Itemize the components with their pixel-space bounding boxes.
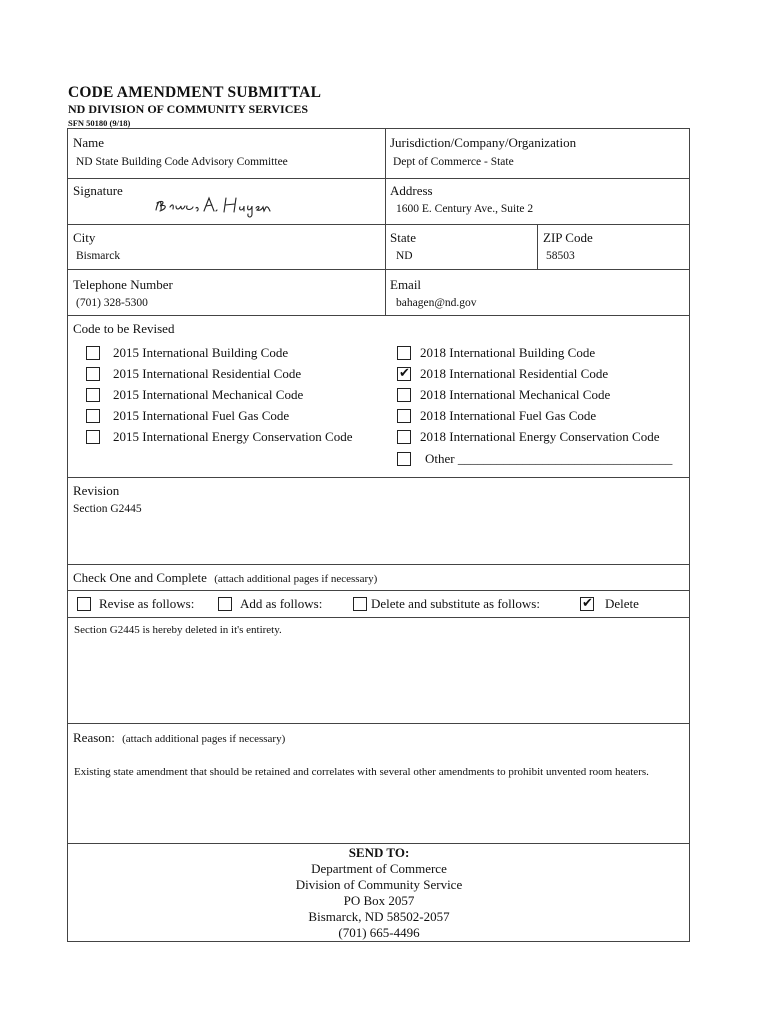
checkbox-2018-irc[interactable] — [397, 367, 411, 381]
state-field[interactable]: ND — [396, 250, 413, 262]
option-2018-ifgc: 2018 International Fuel Gas Code — [420, 408, 597, 423]
option-delete-substitute: Delete and substitute as follows: — [371, 596, 540, 611]
column-divider — [385, 129, 386, 315]
check-one-title: Check One and Complete — [73, 570, 207, 585]
divider — [68, 723, 689, 724]
city-label: City — [73, 230, 96, 245]
email-label: Email — [390, 277, 422, 292]
checkbox-2015-ibc[interactable] — [86, 346, 100, 360]
send-to-line: PO Box 2057 — [343, 893, 415, 908]
address-field[interactable]: 1600 E. Century Ave., Suite 2 — [396, 203, 534, 215]
option-other: Other _________________________________ — [425, 451, 673, 466]
divider — [68, 590, 689, 591]
option-add: Add as follows: — [240, 596, 323, 611]
checkbox-2015-iecc[interactable] — [86, 430, 100, 444]
form-number: SFN 50180 (9/18) — [68, 118, 131, 128]
email-field[interactable]: bahagen@nd.gov — [396, 297, 477, 309]
form-subtitle: ND DIVISION OF COMMUNITY SERVICES — [68, 102, 309, 116]
reason-text-field[interactable]: Existing state amendment that should be retained and correlates with several other amendments to prohibit unvented room heaters. — [74, 766, 649, 778]
divider — [68, 178, 689, 179]
option-2015-irc: 2015 International Residential Code — [113, 366, 302, 381]
option-2015-imc: 2015 International Mechanical Code — [113, 387, 304, 402]
city-field[interactable]: Bismarck — [76, 250, 121, 262]
signature-image — [152, 192, 272, 218]
option-revise: Revise as follows: — [99, 596, 195, 611]
option-2015-iecc: 2015 International Energy Conservation Code — [113, 429, 353, 444]
checkbox-revise[interactable] — [77, 597, 91, 611]
option-2018-irc: 2018 International Residential Code — [420, 366, 609, 381]
divider — [68, 617, 689, 618]
checkbox-delete-substitute[interactable] — [353, 597, 367, 611]
revision-label: Revision — [73, 483, 120, 498]
form-title: CODE AMENDMENT SUBMITTAL — [68, 84, 322, 101]
phone-label: Telephone Number — [73, 277, 173, 292]
column-divider — [537, 224, 538, 269]
address-label: Address — [390, 183, 433, 198]
jurisdiction-label: Jurisdiction/Company/Organization — [390, 135, 577, 150]
option-2018-ibc: 2018 International Building Code — [420, 345, 596, 360]
divider — [68, 843, 689, 844]
option-delete: Delete — [605, 596, 639, 611]
zip-field[interactable]: 58503 — [546, 250, 575, 262]
name-field[interactable]: ND State Building Code Advisory Committee — [76, 156, 288, 168]
form-body — [67, 128, 690, 942]
checkbox-2015-imc[interactable] — [86, 388, 100, 402]
send-to-line: Bismarck, ND 58502-2057 — [308, 909, 450, 924]
code-section-label: Code to be Revised — [73, 321, 175, 336]
send-to-line: Division of Community Service — [295, 877, 463, 892]
option-2015-ifgc: 2015 International Fuel Gas Code — [113, 408, 290, 423]
phone-field[interactable]: (701) 328-5300 — [76, 297, 148, 309]
checkbox-2018-iecc[interactable] — [397, 430, 411, 444]
revision-field[interactable]: Section G2445 — [73, 503, 142, 515]
reason-note: (attach additional pages if necessary) — [122, 733, 286, 745]
option-2015-ibc: 2015 International Building Code — [113, 345, 289, 360]
divider — [68, 224, 689, 225]
checkbox-2018-ifgc[interactable] — [397, 409, 411, 423]
checkbox-2018-imc[interactable] — [397, 388, 411, 402]
send-to-line: (701) 665-4496 — [338, 925, 420, 940]
name-label: Name — [73, 135, 105, 150]
reason-label: Reason: — [73, 730, 115, 745]
checkbox-2015-irc[interactable] — [86, 367, 100, 381]
checkbox-2018-ibc[interactable] — [397, 346, 411, 360]
checkbox-add[interactable] — [218, 597, 232, 611]
jurisdiction-field[interactable]: Dept of Commerce - State — [393, 156, 514, 168]
option-2018-imc: 2018 International Mechanical Code — [420, 387, 611, 402]
send-to-heading: SEND TO: — [348, 845, 410, 860]
check-one-label — [73, 570, 377, 586]
checkbox-delete[interactable] — [580, 597, 594, 611]
divider — [68, 315, 689, 316]
divider — [68, 564, 689, 565]
signature-label: Signature — [73, 183, 123, 198]
zip-label: ZIP Code — [543, 230, 593, 245]
check-one-note: (attach additional pages if necessary) — [214, 573, 378, 585]
state-label: State — [390, 230, 416, 245]
revision-text-field[interactable]: Section G2445 is hereby deleted in it's entirety. — [74, 624, 282, 636]
reason-label-row — [73, 730, 285, 746]
divider — [68, 477, 689, 478]
checkmark-icon: ✔ — [582, 596, 593, 611]
checkbox-other[interactable] — [397, 452, 411, 466]
divider — [68, 269, 689, 270]
option-2018-iecc: 2018 International Energy Conservation Code — [420, 429, 660, 444]
send-to-line: Department of Commerce — [311, 861, 447, 876]
checkmark-icon: ✔ — [399, 366, 410, 381]
checkbox-2015-ifgc[interactable] — [86, 409, 100, 423]
